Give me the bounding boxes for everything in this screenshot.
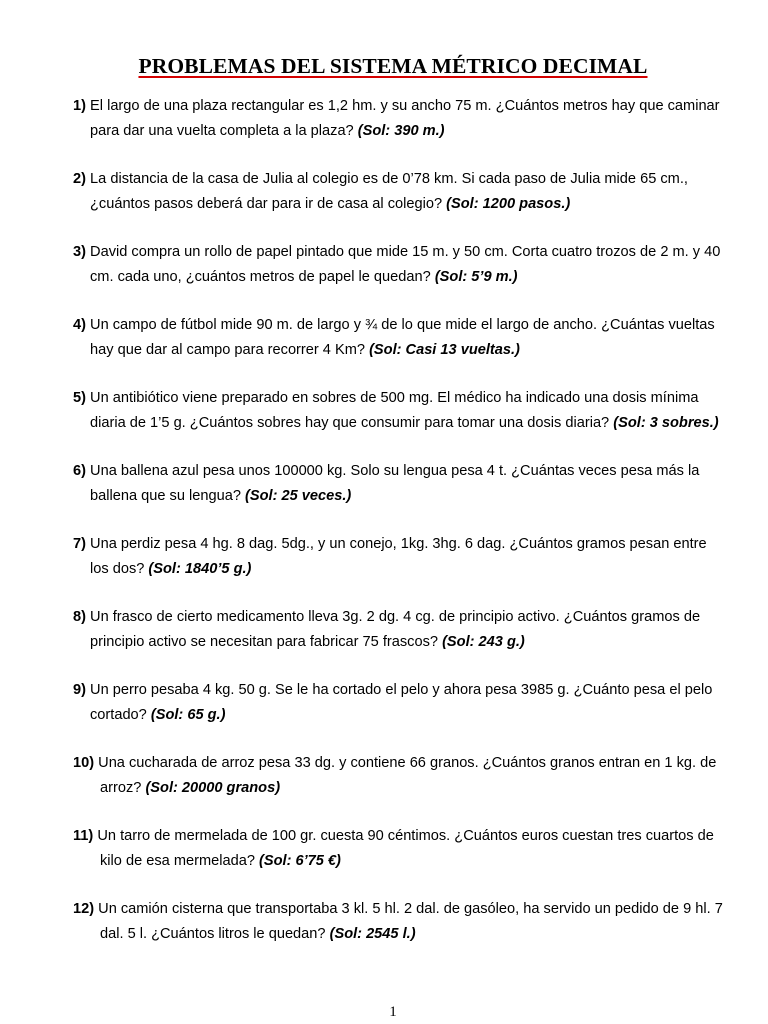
problem-number: 10) [73,755,95,771]
problem-list [73,94,723,970]
problem-number: 6) [73,463,86,479]
problem-number: 5) [73,390,86,406]
problem-solution: (Sol: 20000 granos) [145,779,281,796]
problem-item [73,94,723,167]
problem-item [73,313,723,386]
problem-solution: (Sol: 65 g.) [150,706,226,723]
problem-solution: (Sol: 6’75 €) [259,852,341,869]
problem-solution: (Sol: 390 m.) [357,122,445,139]
problem-number: 11) [73,828,94,844]
problem-text: Una ballena azul pesa unos 100000 kg. Solo su lengua pesa 4 t. ¿Cuántas veces pesa más la ballena que su lengua? [90,463,700,504]
problem-item [73,605,723,678]
problem-number: 9) [73,682,86,698]
problem-number: 7) [73,536,86,552]
problem-solution: (Sol: 2545 l.) [329,925,416,942]
problem-text: Una cucharada de arroz pesa 33 dg. y contiene 66 granos. ¿Cuántos granos entran en 1 kg. de arroz? [98,755,717,796]
problem-solution: (Sol: 5’9 m.) [434,268,518,285]
problem-text: El largo de una plaza rectangular es 1,2 hm. y su ancho 75 m. ¿Cuántos metros hay que caminar para dar una vuelta completa a la plaza? [90,98,720,139]
problem-solution: (Sol: 3 sobres.) [613,414,719,431]
problem-text: Un tarro de mermelada de 100 gr. cuesta 90 céntimos. ¿Cuántos euros cuestan tres cuartos de kilo de esa mermelada? [97,828,714,869]
problem-text: David compra un rollo de papel pintado que mide 15 m. y 50 cm. Corta cuatro trozos de 2 m. y 40 cm. cada uno, ¿cuántos metros de papel le quedan? [90,244,721,285]
page-number: 1 [389,1004,397,1020]
problem-solution: (Sol: Casi 13 vueltas.) [369,341,520,358]
problem-item [73,532,723,605]
problem-text: Un perro pesaba 4 kg. 50 g. Se le ha cortado el pelo y ahora pesa 3985 g. ¿Cuánto pesa el pelo cortado? [90,682,713,723]
problem-solution: (Sol: 25 veces.) [245,487,352,504]
problem-item [73,897,723,970]
problem-number: 2) [73,171,86,187]
problem-item [73,459,723,532]
problem-number: 4) [73,317,86,333]
document-title [0,52,768,80]
problem-item [73,386,723,459]
problem-text: Un camión cisterna que transportaba 3 kl. 5 hl. 2 dal. de gasóleo, ha servido un pedido de 9 hl. 7 dal. 5 l. ¿Cuántos litros le quedan? [98,901,723,942]
problem-item [73,751,723,824]
problem-item [73,678,723,751]
problem-item [73,824,723,897]
problem-solution: (Sol: 1840’5 g.) [148,560,252,577]
problem-text: Un frasco de cierto medicamento lleva 3g. 2 dg. 4 cg. de principio activo. ¿Cuántos gramos de principio activo se necesitan para fabricar 75 frascos? [90,609,701,650]
problem-item [73,240,723,313]
problem-text: Un campo de fútbol mide 90 m. de largo y ¾ de lo que mide el largo de ancho. ¿Cuántas vueltas hay que dar al campo para recorrer 4 Km? [90,317,715,358]
problem-number: 1) [73,98,86,114]
problem-text: Una perdiz pesa 4 hg. 8 dag. 5dg., y un conejo, 1kg. 3hg. 6 dag. ¿Cuántos gramos pesan entre los dos? [90,536,707,577]
problem-solution: (Sol: 1200 pasos.) [446,195,571,212]
problem-solution: (Sol: 243 g.) [442,633,525,650]
problem-text: La distancia de la casa de Julia al colegio es de 0’78 km. Si cada paso de Julia mide 65 cm., ¿cuántos pasos deberá dar para ir de casa al colegio? [90,171,688,212]
problem-number: 12) [73,901,95,917]
title-text: PROBLEMAS DEL SISTEMA MÉTRICO DECIMAL [138,54,648,78]
problem-text: Un antibiótico viene preparado en sobres de 500 mg. El médico ha indicado una dosis mínima diaria de 1’5 g. ¿Cuántos sobres hay que consumir para tomar una dosis diaria? [90,390,699,431]
problem-item [73,167,723,240]
problem-number: 8) [73,609,86,625]
problem-number: 3) [73,244,86,260]
